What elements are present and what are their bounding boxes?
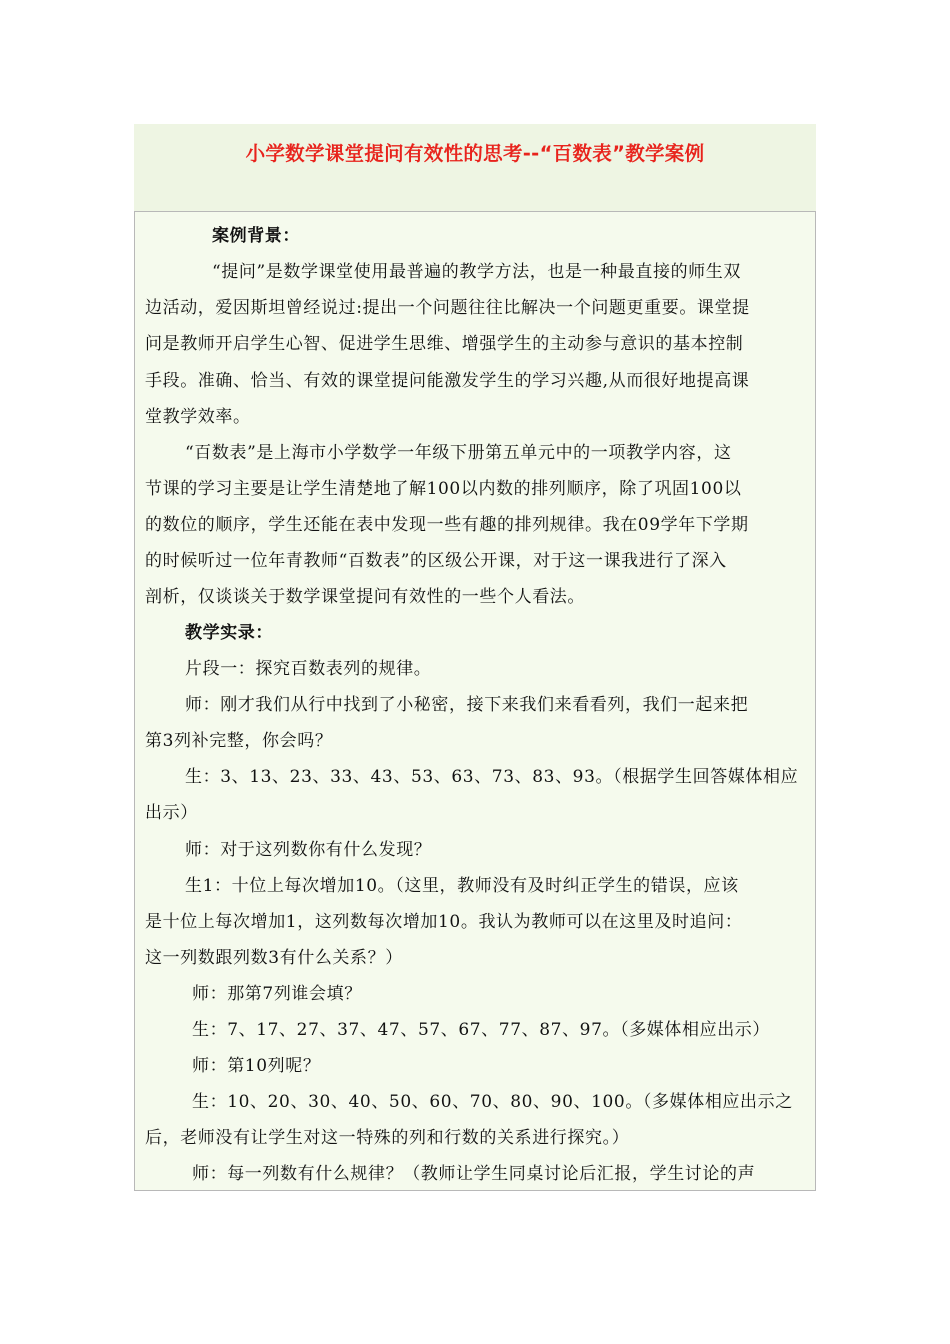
paragraph-line: 手段。准确、恰当、有效的课堂提问能激发学生的学习兴趣,从而很好地提高课 (145, 371, 750, 391)
paragraph-line: 师：第10列呢？ (192, 1056, 321, 1076)
content-box (134, 211, 816, 1191)
paragraph-line: 堂教学效率。 (145, 407, 251, 427)
paragraph-line: 后，老师没有让学生对这一特殊的列和行数的关系进行探究。） (145, 1128, 630, 1148)
paragraph-line: 片段一：探究百数表列的规律。 (185, 659, 432, 679)
paragraph-line: 师：那第7列谁会填？ (192, 984, 362, 1004)
paragraph-line: 生：7、17、27、37、47、57、67、77、87、97。（多媒体相应出示） (192, 1020, 771, 1040)
paragraph-line: 边活动，爱因斯坦曾经说过:提出一个问题往往比解决一个问题更重要。课堂提 (145, 298, 750, 318)
paragraph-line: 出示） (145, 803, 198, 823)
section-heading-background: 案例背景： (212, 226, 300, 246)
paragraph-line: 的数位的顺序，学生还能在表中发现一些有趣的排列规律。我在09学年下学期 (145, 515, 749, 535)
title-box (134, 124, 816, 211)
paragraph-line: 第3列补完整，你会吗？ (145, 731, 333, 751)
paragraph-line: 节课的学习主要是让学生清楚地了解100以内数的排列顺序，除了巩固100以 (145, 479, 742, 499)
paragraph-line: 师：刚才我们从行中找到了小秘密，接下来我们来看看列，我们一起来把 (185, 695, 749, 715)
paragraph-line: 师：每一列数有什么规律？（教师让学生同桌讨论后汇报，学生讨论的声 (192, 1164, 756, 1184)
paragraph-line: 的时候听过一位年青教师“百数表”的区级公开课，对于这一课我进行了深入 (145, 551, 727, 571)
paragraph-line: “提问”是数学课堂使用最普遍的教学方法，也是一种最直接的师生双 (212, 262, 741, 282)
paragraph-line: 是十位上每次增加1，这列数每次增加10。我认为教师可以在这里及时追问： (145, 912, 743, 932)
paragraph-line: 这一列数跟列数3有什么关系？） (145, 948, 403, 968)
paragraph-line: “百数表”是上海市小学数学一年级下册第五单元中的一项教学内容，这 (185, 443, 732, 463)
paragraph-line: 生：10、20、30、40、50、60、70、80、90、100。（多媒体相应出示之 (192, 1092, 793, 1112)
paragraph-line: 生：3、13、23、33、43、53、63、73、83、93。（根据学生回答媒体相应 (185, 767, 799, 787)
paragraph-line: 生1：十位上每次增加10。（这里，教师没有及时纠正学生的错误，应该 (185, 876, 739, 896)
paragraph-line: 问是教师开启学生心智、促进学生思维、增强学生的主动参与意识的基本控制 (145, 334, 744, 354)
section-heading-record: 教学实录： (185, 623, 273, 643)
document-title: 小学数学课堂提问有效性的思考--“百数表”教学案例 (245, 142, 705, 165)
paragraph-line: 剖析，仅谈谈关于数学课堂提问有效性的一些个人看法。 (145, 587, 585, 607)
paragraph-line: 师：对于这列数你有什么发现？ (185, 840, 432, 860)
